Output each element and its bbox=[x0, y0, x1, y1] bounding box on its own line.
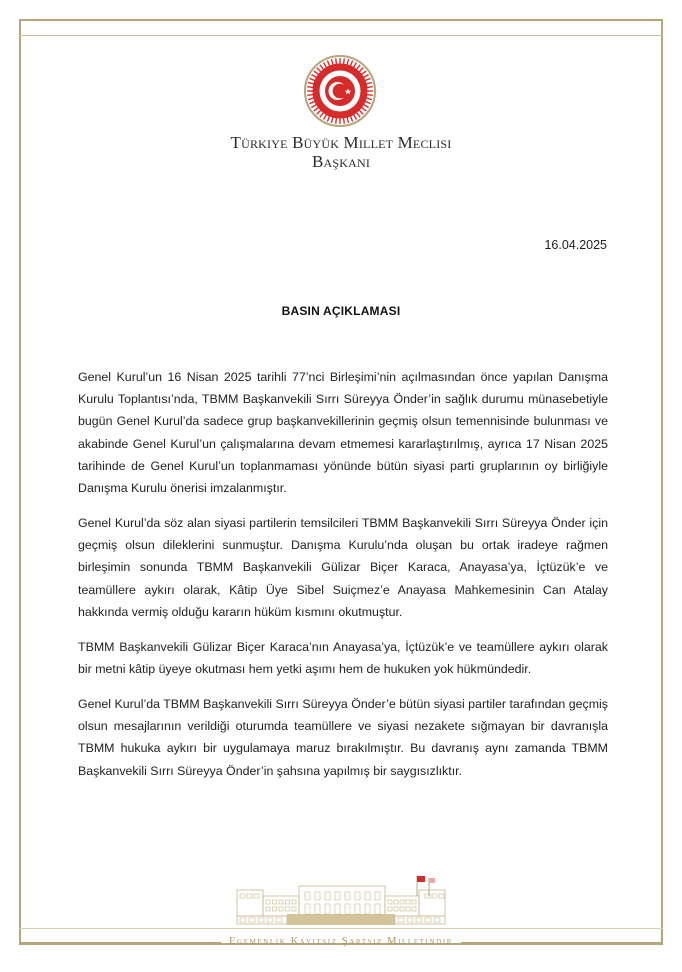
footer-motto: Egemenlik Kayıtsız Şartsız Milletindir bbox=[229, 936, 453, 947]
footer-motto-band bbox=[19, 935, 663, 949]
paragraph: Genel Kurul’da söz alan siyasi partilerin temsilcileri TBMM Başkanvekili Sırrı Süreyya Önder için geçmiş olsun dileklerini sunmuştur. Danışma Kurulu’nda oluşan bu ortak iradeye rağmen birleşimin sonunda TBMM Başkanvekili Gülizar Biçer Karaca, Anayasa’ya, İçtüzük’e ve teamüllere aykırı olarak, Kâtip Üye Sibel Suiçmez’e Anayasa Mahkemesinin Can Atalay hakkında vermiş olduğu kararın hüküm kısmını okutmuştur. bbox=[78, 516, 608, 619]
paragraph: Genel Kurul’da TBMM Başkanvekili Sırrı Süreyya Önder’e bütün siyasi partiler tarafından geçmiş olsun mesajlarının verildiği oturumda teamüllere ve siyasi nezakete sığmayan bir davranışla TBMM hukuka aykırı bir uygulamaya maruz bırakılmıştır. Bu davranış aynı zamanda TBMM Başkanvekili Sırrı Süreyya Önder’in şahsına yapılmış bir saygısızlıktır. bbox=[78, 697, 608, 778]
tbmm-emblem-icon bbox=[303, 54, 377, 128]
institution-title bbox=[0, 133, 682, 171]
institution-line-1: Türkiye Büyük Millet Meclisi bbox=[230, 133, 452, 152]
paragraph: Genel Kurul’un 16 Nisan 2025 tarihli 77’nci Birleşimi’nin açılmasından önce yapılan Danışma Kurulu Toplantısı’nda, TBMM Başkanvekili Sırrı Süreyya Önder’in sağlık durumu münasebetiyle bugün Genel Kurul’da sadece grup başkanvekillerinin geçmiş olsun temennisinde bulunması ve akabinde Genel Kurul’un çalışmalarına devam etmemesi kararlaştırılmış, ayrıca 17 Nisan 2025 tarihinde de Genel Kurul’un toplanmaması yönünde bütün siyasi parti gruplarının oy birliğiyle Danışma Kurulu önerisi imzalanmıştır. bbox=[78, 370, 608, 496]
document-heading: BASIN AÇIKLAMASI bbox=[281, 304, 401, 318]
document-date: 16.04.2025 bbox=[544, 238, 607, 252]
institution-line-2: Başkanı bbox=[311, 152, 371, 171]
document-body bbox=[78, 366, 608, 795]
bottom-divider bbox=[19, 928, 663, 929]
parliament-building-icon bbox=[233, 872, 449, 926]
paragraph: TBMM Başkanvekili Gülizar Biçer Karaca’nın Anayasa’ya, İçtüzük’e ve teamüllere aykırı olarak bir metni kâtip üyeye okutması hem yetki aşımı hem de hukuken yok hükmündedir. bbox=[78, 639, 608, 677]
top-divider bbox=[19, 35, 663, 36]
